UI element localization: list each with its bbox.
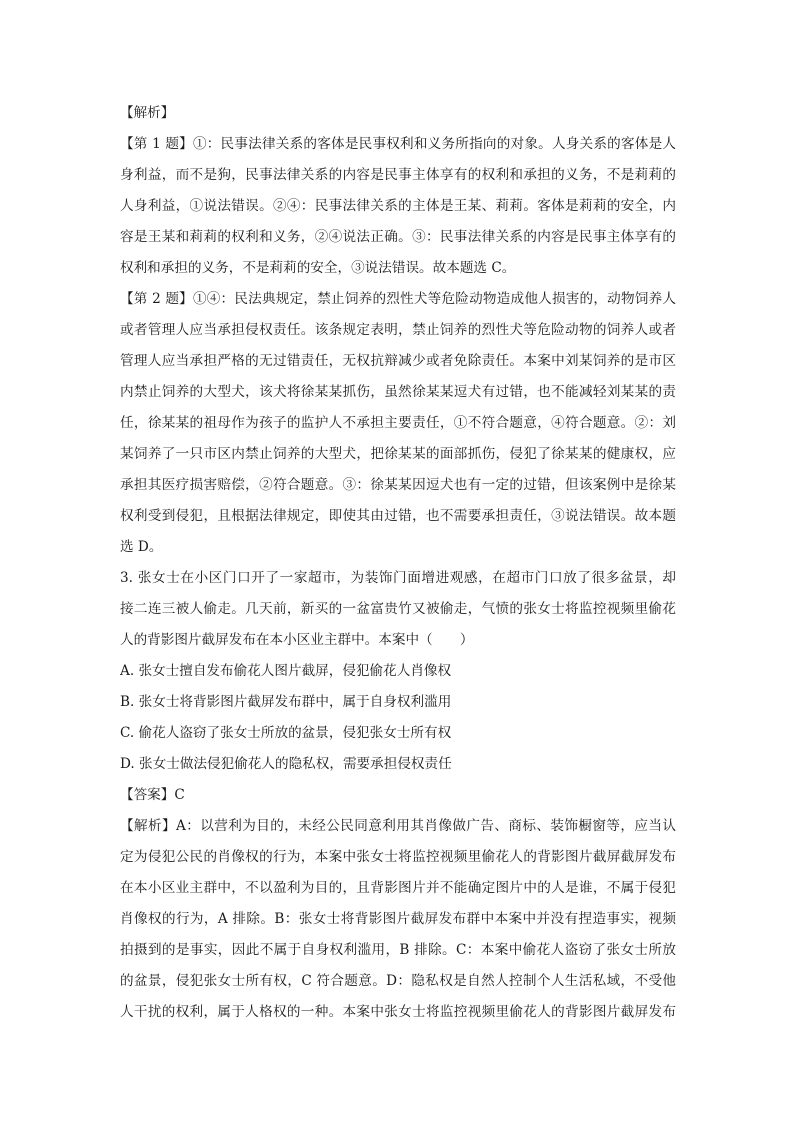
text-line: 内禁止饲养的大型犬，该犬将徐某某抓伤，虽然徐某某逗犬有过错，也不能减轻刘某某的责 bbox=[120, 384, 676, 400]
answer-option: C. 偷花人盗窃了张女士所放的盆景，侵犯张女士所有权 bbox=[120, 725, 452, 741]
text-line: 容是王某和莉莉的权利和义务，②④说法正确。③：民事法律关系的内容是民事主体享有的 bbox=[120, 229, 676, 245]
answer-option: B. 张女士将背影图片截屏发布群中，属于自身权利滥用 bbox=[120, 694, 452, 710]
text-line: 【第 1 题】①：民事法律关系的客体是民事权利和义务所指向的对象。人身关系的客体是人 bbox=[120, 136, 676, 152]
text-line: 管理人应当承担严格的无过错责任，无权抗辩减少或者免除责任。本案中刘某饲养的是市区 bbox=[120, 353, 676, 369]
text-line: 【第 2 题】①④：民法典规定，禁止饲养的烈性犬等危险动物造成他人损害的，动物饲养人 bbox=[120, 291, 676, 307]
section-heading: 【答案】C bbox=[120, 787, 185, 803]
text-line: 人身利益，①说法错误。②④：民事法律关系的主体是王某、莉莉。客体是莉莉的安全，内 bbox=[120, 198, 676, 214]
text-line: 任，徐某某的祖母作为孩子的监护人不承担主要责任，①不符合题意，④符合题意。②：刘 bbox=[120, 415, 676, 431]
section-heading: 【解析】 bbox=[120, 105, 175, 121]
text-line: 接二连三被人偷走。几天前，新买的一盆富贵竹又被偷走，气愤的张女士将监控视频里偷花 bbox=[120, 601, 676, 617]
text-line: 人的背影图片截屏发布在本小区业主群中。本案中（ ） bbox=[120, 632, 474, 648]
text-line: 某饲养了一只市区内禁止饲养的大型犬，把徐某某的面部抓伤，侵犯了徐某某的健康权，应 bbox=[120, 446, 676, 462]
text-line: 身利益，而不是狗，民事法律关系的内容是民事主体享有的权利和承担的义务，不是莉莉的 bbox=[120, 167, 676, 183]
text-line: 人干扰的权利，属于人格权的一种。本案中张女士将监控视频里偷花人的背影图片截屏发布 bbox=[120, 1004, 676, 1020]
document-body bbox=[120, 98, 676, 1028]
answer-option: A. 张女士擅自发布偷花人图片截屏，侵犯偷花人肖像权 bbox=[120, 663, 452, 679]
text-line: 拍摄到的是事实，因此不属于自身权利滥用，B 排除。C：本案中偷花人盗窃了张女士所放 bbox=[120, 942, 676, 958]
text-line: 权利和承担的义务，不是莉莉的安全，③说法错误。故本题选 C。 bbox=[120, 260, 516, 276]
text-line: 的盆景，侵犯张女士所有权，C 符合题意。D：隐私权是自然人控制个人生活私域，不受他 bbox=[120, 973, 676, 989]
text-line: 或者管理人应当承担侵权责任。该条规定表明，禁止饲养的烈性犬等危险动物的饲养人或者 bbox=[120, 322, 676, 338]
text-line: 在本小区业主群中，不以盈利为目的，且背影图片并不能确定图片中的人是谁，不属于侵犯 bbox=[120, 880, 676, 896]
text-line: 【解析】A：以营利为目的，未经公民同意利用其肖像做广告、商标、装饰橱窗等，应当认 bbox=[120, 818, 676, 834]
text-line: 定为侵犯公民的肖像权的行为，本案中张女士将监控视频里偷花人的背影图片截屏截屏发布 bbox=[120, 849, 676, 865]
text-line: 选 D。 bbox=[120, 539, 163, 555]
text-line: 承担其医疗损害赔偿，②符合题意。③：徐某某因逗犬也有一定的过错，但该案例中是徐某 bbox=[120, 477, 676, 493]
answer-option: D. 张女士做法侵犯偷花人的隐私权，需要承担侵权责任 bbox=[120, 756, 452, 772]
text-line: 肖像权的行为，A 排除。B：张女士将背影图片截屏发布群中本案中并没有捏造事实，视频 bbox=[120, 911, 676, 927]
text-line: 3. 张女士在小区门口开了一家超市，为装饰门面增进观感，在超市门口放了很多盆景，却 bbox=[120, 570, 676, 586]
text-line: 权利受到侵犯，且根据法律规定，即使其由过错，也不需要承担责任，③说法错误。故本题 bbox=[120, 508, 676, 524]
